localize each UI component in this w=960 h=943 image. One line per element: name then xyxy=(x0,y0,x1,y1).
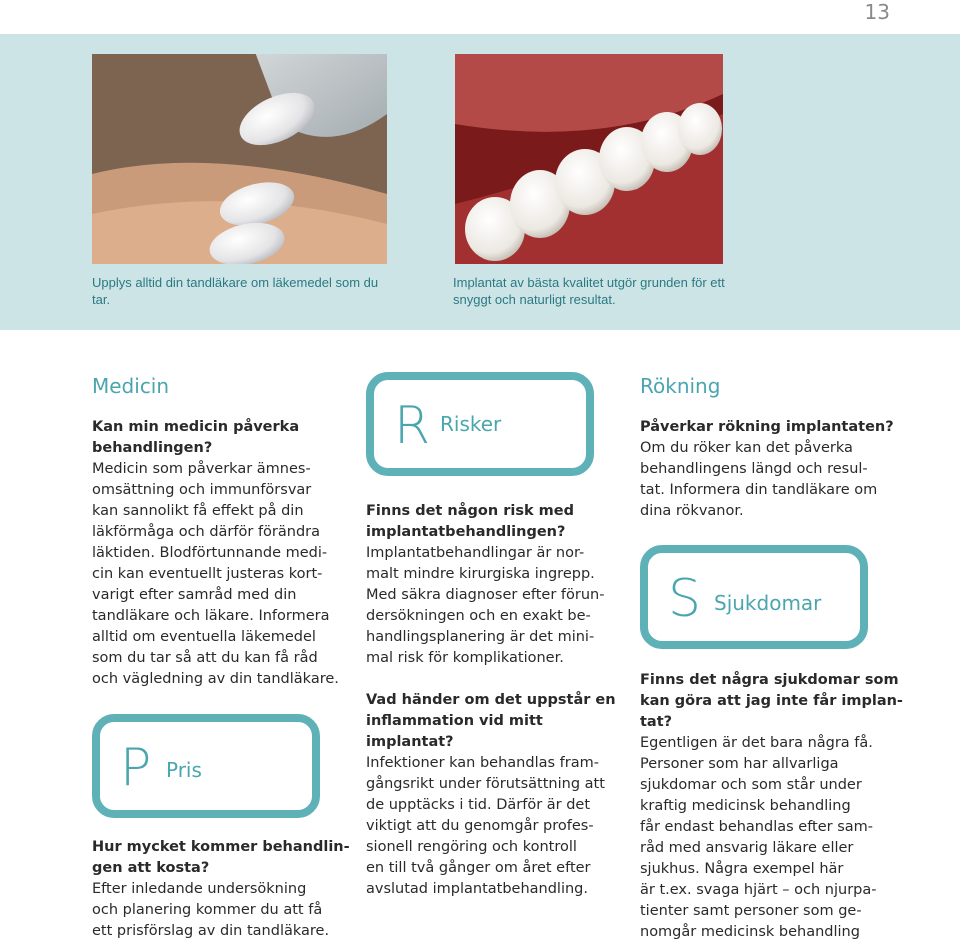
medicin-question-line: behandlingen? xyxy=(92,440,213,456)
risker-body xyxy=(366,501,626,900)
risker-question-line: implantatbehandlingen? xyxy=(366,524,566,540)
medicin-answer-line: alltid om eventuella läkemedel xyxy=(92,629,316,645)
risker-answer-line: malt mindre kirurgiska ingrepp. xyxy=(366,566,595,582)
pris-label: Pris xyxy=(166,758,202,782)
teeth-illustration xyxy=(455,54,723,264)
risker-answer-line: sionell rengöring och kontroll xyxy=(366,839,577,855)
rokning-answer-line: tat. Informera din tandläkare om xyxy=(640,482,878,498)
medicin-answer-line: och vägledning av din tandläkare. xyxy=(92,671,339,687)
pris-answer-line: ett prisförslag av din tandläkare. xyxy=(92,923,330,939)
medicin-answer-line: omsättning och immunförsvar xyxy=(92,482,312,498)
risker-answer-line: en till två gånger om året efter xyxy=(366,860,591,876)
pris-answer-line: och planering kommer du att få xyxy=(92,902,323,918)
pills-illustration xyxy=(92,54,387,264)
pris-answer-line: Efter inledande undersökning xyxy=(92,881,307,897)
medicin-answer-line: tandläkare och läkare. Informera xyxy=(92,608,330,624)
risker-answer-line: mal risk för komplikationer. xyxy=(366,650,564,666)
risker-question-line: Finns det någon risk med xyxy=(366,503,574,519)
medicin-title: Medicin xyxy=(92,374,170,398)
risker-box xyxy=(366,372,594,476)
teeth-caption xyxy=(453,274,743,308)
sjukdomar-question-line: Finns det några sjukdomar som xyxy=(640,672,899,688)
sjukdomar-answer-line: Egentligen är det bara några få. xyxy=(640,735,873,751)
risker-question-line: Vad händer om det uppstår en xyxy=(366,692,616,708)
pris-body xyxy=(92,837,352,942)
sjukdomar-question-line: kan göra att jag inte får implan- xyxy=(640,693,903,709)
teeth-caption-line: snyggt och naturligt resultat. xyxy=(453,292,616,307)
pills-caption: Upplys alltid din tandläkare om läkemedel som du tar. xyxy=(92,275,379,307)
sjukdomar-answer-line: nomgår medicinsk behandling xyxy=(640,924,860,940)
risker-answer-line: Implantatbehandlingar är nor- xyxy=(366,545,585,561)
medicin-answer-line: kan sannolikt få effekt på din xyxy=(92,503,304,519)
pris-question-line: Hur mycket kommer behandlin- xyxy=(92,839,350,855)
risker-answer-line: dersökningen och en exakt be- xyxy=(366,608,591,624)
sjukdomar-question-line: tat? xyxy=(640,714,673,730)
risker-answer-line: de upptäcks i tid. Därför är det xyxy=(366,797,591,813)
pills-photo xyxy=(92,54,387,264)
rokning-answer-line: dina rökvanor. xyxy=(640,503,744,519)
medicin-answer-line: som du tar så att du kan få råd xyxy=(92,650,318,666)
sjukdomar-answer-line: sjukdomar och som står under xyxy=(640,777,862,793)
pris-box xyxy=(92,714,320,818)
rokning-title: Rökning xyxy=(640,374,721,398)
risker-answer-line: Med säkra diagnoser efter förun- xyxy=(366,587,605,603)
sjukdomar-answer-line: tienter samt personer som ge- xyxy=(640,903,862,919)
rokning-answer-line: behandlingens längd och resul- xyxy=(640,461,868,477)
rokning-body xyxy=(640,417,910,522)
teeth-photo xyxy=(455,54,723,264)
sjukdomar-answer-line: kraftig medicinsk behandling xyxy=(640,798,851,814)
sjukdomar-answer-line: Personer som har allvarliga xyxy=(640,756,839,772)
pris-letter: P xyxy=(120,738,152,798)
teeth-caption-line: Implantat av bästa kvalitet utgör grunden för ett xyxy=(453,275,725,290)
sjukdomar-letter: S xyxy=(668,569,702,629)
sjukdomar-answer-line: sjukhus. Några exempel här xyxy=(640,861,844,877)
medicin-question-line: Kan min medicin påverka xyxy=(92,419,300,435)
medicin-answer-line: cin kan eventuellt justeras kort- xyxy=(92,566,323,582)
risker-answer-line: Infektioner kan behandlas fram- xyxy=(366,755,599,771)
medicin-body xyxy=(92,417,352,690)
sjukdomar-box xyxy=(640,545,868,649)
risker-answer-line: viktigt att du genomgår profes- xyxy=(366,818,594,834)
sjukdomar-answer-line: är t.ex. svaga hjärt – och njurpa- xyxy=(640,882,877,898)
sjukdomar-answer-line: råd med ansvarig läkare eller xyxy=(640,840,854,856)
paragraph-gap xyxy=(366,669,626,690)
medicin-answer-line: varigt efter samråd med din xyxy=(92,587,297,603)
sjukdomar-answer-line: får endast behandlas efter sam- xyxy=(640,819,874,835)
risker-letter: R xyxy=(394,396,431,456)
page-number: 13 xyxy=(864,0,890,24)
rokning-answer-line: Om du röker kan det påverka xyxy=(640,440,853,456)
risker-question-line: inflammation vid mitt implantat? xyxy=(366,713,543,750)
sjukdomar-body xyxy=(640,670,910,943)
medicin-answer-line: läktiden. Blodförtunnande medi- xyxy=(92,545,328,561)
sjukdomar-label: Sjukdomar xyxy=(714,591,822,615)
medicin-answer-line: Medicin som påverkar ämnes- xyxy=(92,461,311,477)
risker-answer-line: avslutad implantatbehandling. xyxy=(366,881,588,897)
risker-answer-line: handlingsplanering är det mini- xyxy=(366,629,595,645)
risker-answer-line: gångsrikt under förutsättning att xyxy=(366,776,605,792)
risker-label: Risker xyxy=(440,412,502,436)
medicin-answer-line: läkförmåga och därför förändra xyxy=(92,524,321,540)
rokning-question-line: Påverkar rökning implantaten? xyxy=(640,419,894,435)
pris-question-line: gen att kosta? xyxy=(92,860,210,876)
